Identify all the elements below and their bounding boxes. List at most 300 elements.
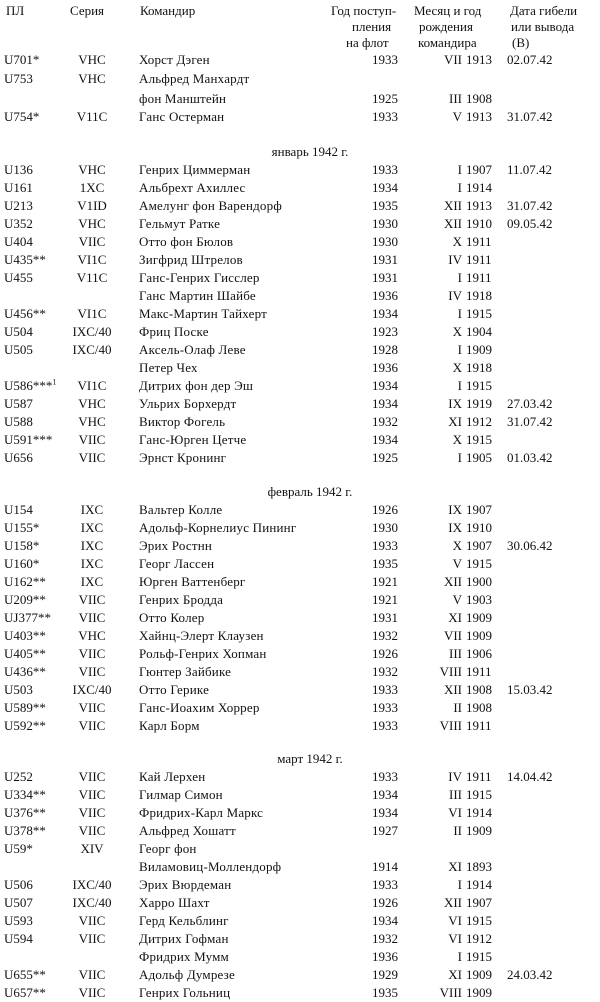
section-heading-text: март 1942 г.	[277, 751, 343, 766]
commander-cell	[139, 449, 226, 467]
series-cell	[60, 161, 124, 179]
commander-cell-text: Кай Лерхен	[139, 769, 206, 784]
submarine-cell-text: U588	[4, 414, 33, 429]
series-cell-text: VI1C	[77, 306, 107, 321]
birth-month-cell-text: I	[457, 162, 462, 177]
series-cell	[60, 70, 124, 88]
birth-year-cell	[466, 573, 492, 591]
birth-year-cell-text: 1907	[466, 895, 492, 910]
commander-cell-text: Макс-Мартин Тайхерт	[139, 306, 268, 321]
birth-year-cell-text: 1915	[466, 556, 492, 571]
series-cell-text: VHC	[78, 216, 106, 231]
birth-year-cell	[466, 269, 492, 287]
commander-cell	[139, 948, 229, 966]
birth-year-cell	[466, 90, 492, 108]
series-cell-text: IXC/40	[72, 682, 112, 697]
series-cell-text: VIIC	[78, 718, 106, 733]
series-cell	[60, 305, 124, 323]
birth-year-cell	[466, 591, 492, 609]
series-cell	[60, 537, 124, 555]
birth-month-cell-text: XI	[448, 414, 462, 429]
birth-year-cell	[466, 537, 492, 555]
table-row	[0, 840, 600, 858]
service-year-cell	[366, 413, 404, 431]
header-commander: Командир	[140, 3, 196, 18]
series-cell-text: VHC	[78, 162, 106, 177]
service-year-cell	[366, 699, 404, 717]
birth-year-cell-text: 1909	[466, 823, 492, 838]
commander-cell	[139, 786, 223, 804]
series-cell	[60, 627, 124, 645]
submarine-cell	[4, 70, 33, 88]
birth-month-cell	[410, 323, 462, 341]
series-cell	[60, 717, 124, 735]
birth-year-cell-text: 1910	[466, 216, 492, 231]
table-row	[0, 305, 600, 323]
commander-cell-text: Гельмут Ратке	[139, 216, 221, 231]
commander-cell	[139, 555, 214, 573]
birth-year-cell-text: 1914	[466, 805, 492, 820]
service-year-cell-text: 1925	[372, 450, 398, 465]
birth-year-cell	[466, 966, 492, 984]
table-row	[0, 233, 600, 251]
series-cell	[60, 894, 124, 912]
service-year-cell-text: 1921	[372, 592, 398, 607]
table-row	[0, 449, 600, 467]
service-year-cell-text: 1934	[372, 432, 398, 447]
birth-year-cell-text: 1918	[466, 360, 492, 375]
birth-month-cell	[410, 786, 462, 804]
service-year-cell-text: 1926	[372, 502, 398, 517]
commander-cell-text: Петер Чех	[139, 360, 198, 375]
submarine-cell-text: U455	[4, 270, 33, 285]
commander-cell	[139, 858, 281, 876]
submarine-cell-text: UJ377**	[4, 610, 51, 625]
series-cell-text: IXC/40	[72, 877, 112, 892]
service-year-cell-text: 1936	[372, 949, 398, 964]
submarine-cell-text: U378**	[4, 823, 46, 838]
series-cell	[60, 786, 124, 804]
loss-date-cell-text: 31.07.42	[507, 414, 553, 429]
table-row	[0, 90, 600, 108]
submarine-cell-text: U753	[4, 71, 33, 86]
service-year-cell-text: 1930	[372, 234, 398, 249]
service-year-cell-text: 1933	[372, 109, 398, 124]
birth-year-cell	[466, 609, 492, 627]
table-row	[0, 768, 600, 786]
table-row	[0, 717, 600, 735]
table-row	[0, 108, 600, 126]
commander-cell	[139, 341, 246, 359]
service-year-cell	[366, 537, 404, 555]
birth-month-cell	[410, 501, 462, 519]
birth-year-cell	[466, 645, 492, 663]
table-row	[0, 287, 600, 305]
service-year-cell	[366, 197, 404, 215]
commander-cell-text: Отто Герике	[139, 682, 210, 697]
birth-year-cell	[466, 717, 492, 735]
birth-month-cell	[410, 804, 462, 822]
birth-month-cell	[410, 948, 462, 966]
commander-cell-text: Вальтер Колле	[139, 502, 223, 517]
loss-date-cell	[507, 161, 552, 179]
commander-cell	[139, 359, 198, 377]
submarine-cell-text: U158*	[4, 538, 40, 553]
section-heading-text: январь 1942 г.	[271, 144, 349, 159]
submarine-cell-text: U154	[4, 502, 33, 517]
series-cell	[60, 197, 124, 215]
service-year-cell	[366, 768, 404, 786]
table-row	[0, 984, 600, 1002]
commander-cell	[139, 681, 209, 699]
table-row	[0, 912, 600, 930]
birth-year-cell	[466, 894, 492, 912]
service-year-cell	[366, 251, 404, 269]
loss-date-cell-text: 30.06.42	[507, 538, 553, 553]
service-year-cell	[366, 966, 404, 984]
submarine-cell	[4, 233, 33, 251]
table-row	[0, 537, 600, 555]
birth-year-cell	[466, 233, 492, 251]
service-year-cell	[366, 912, 404, 930]
commander-cell-text: Гилмар Симон	[139, 787, 223, 802]
submarine-cell	[4, 573, 46, 591]
submarine-cell-text: U59*	[4, 841, 33, 856]
series-cell	[60, 51, 124, 69]
service-year-cell	[366, 269, 404, 287]
submarine-cell	[4, 984, 46, 1002]
service-year-cell	[366, 179, 404, 197]
series-cell-text: VIIC	[78, 664, 106, 679]
submarine-cell	[4, 645, 46, 663]
birth-month-cell-text: XII	[443, 198, 462, 213]
service-year-cell-text: 1934	[372, 378, 398, 393]
series-cell	[60, 984, 124, 1002]
service-year-cell	[366, 51, 404, 69]
commander-cell	[139, 70, 249, 88]
birth-month-cell	[410, 858, 462, 876]
birth-month-cell-text: XI	[448, 610, 462, 625]
submarine-cell	[4, 627, 46, 645]
service-year-cell-text: 1933	[372, 682, 398, 697]
commander-cell	[139, 930, 229, 948]
series-cell-text: VHC	[78, 414, 106, 429]
birth-year-cell	[466, 287, 492, 305]
birth-month-cell-text: VI	[448, 931, 462, 946]
loss-date-cell-text: 14.04.42	[507, 769, 553, 784]
birth-year-cell-text: 1914	[466, 877, 492, 892]
series-cell	[60, 413, 124, 431]
birth-year-cell	[466, 555, 492, 573]
series-cell	[60, 233, 124, 251]
birth-month-cell	[410, 591, 462, 609]
birth-year-cell	[466, 377, 492, 395]
commander-cell	[139, 215, 220, 233]
birth-year-cell-text: 1911	[466, 270, 492, 285]
commander-cell-text: Георг Лассен	[139, 556, 215, 571]
birth-month-cell	[410, 197, 462, 215]
commander-cell	[139, 519, 296, 537]
submarine-cell-text: U591***	[4, 432, 53, 447]
birth-year-cell	[466, 215, 492, 233]
birth-year-cell	[466, 431, 492, 449]
birth-month-cell	[410, 449, 462, 467]
commander-cell-text: Адольф-Корнелиус Пининг	[139, 520, 297, 535]
service-year-cell	[366, 395, 404, 413]
commander-cell	[139, 537, 212, 555]
service-year-cell-text: 1930	[372, 520, 398, 535]
service-year-cell-text: 1928	[372, 342, 398, 357]
table-row	[0, 573, 600, 591]
service-year-cell-text: 1914	[372, 859, 398, 874]
series-cell-text: VIIC	[78, 967, 106, 982]
service-year-cell	[366, 501, 404, 519]
submarine-cell	[4, 179, 33, 197]
series-cell-text: VIIC	[78, 931, 106, 946]
table-row	[0, 70, 600, 88]
birth-month-cell-text: I	[457, 342, 462, 357]
birth-month-cell-text: I	[457, 270, 462, 285]
commander-cell-text: Ганс-Генрих Гисслер	[139, 270, 260, 285]
series-cell	[60, 395, 124, 413]
submarine-cell-text: U504	[4, 324, 33, 339]
submarine-cell	[4, 555, 39, 573]
commander-cell	[139, 269, 260, 287]
service-year-cell-text: 1930	[372, 216, 398, 231]
submarine-cell	[4, 930, 33, 948]
commander-cell	[139, 305, 267, 323]
header-year-line3: на флот	[346, 35, 389, 50]
birth-year-cell	[466, 51, 492, 69]
commander-cell-text: Альфред Манхардт	[139, 71, 250, 86]
birth-year-cell	[466, 984, 492, 1002]
birth-month-cell	[410, 431, 462, 449]
series-cell-text: V11C	[76, 109, 108, 124]
submarine-cell-text: U352	[4, 216, 33, 231]
table-row	[0, 858, 600, 876]
service-year-cell-text: 1936	[372, 288, 398, 303]
series-cell-text: V1ID	[77, 198, 107, 213]
commander-cell-text: Зигфрид Штрелов	[139, 252, 243, 267]
service-year-cell-text: 1933	[372, 769, 398, 784]
header-date-line1: Дата гибели	[510, 3, 578, 18]
birth-year-cell	[466, 681, 492, 699]
series-cell	[60, 681, 124, 699]
birth-month-cell-text: IV	[448, 252, 462, 267]
service-year-cell-text: 1926	[372, 895, 398, 910]
submarine-cell	[4, 804, 46, 822]
submarine-cell	[4, 215, 33, 233]
birth-month-cell	[410, 876, 462, 894]
series-cell-text: VHC	[78, 71, 106, 86]
submarine-cell-text: U503	[4, 682, 33, 697]
birth-year-cell-text: 1907	[466, 502, 492, 517]
birth-year-cell-text: 1913	[466, 198, 492, 213]
series-cell	[60, 555, 124, 573]
birth-year-cell-text: 1911	[466, 718, 492, 733]
loss-date-cell-text: 27.03.42	[507, 396, 553, 411]
birth-year-cell-text: 1915	[466, 949, 492, 964]
loss-date-cell	[507, 449, 553, 467]
submarine-cell	[4, 413, 33, 431]
commander-cell-text: Виктор Фогель	[139, 414, 226, 429]
header-year-line1: Год поступ-	[331, 3, 397, 18]
birth-year-cell	[466, 876, 492, 894]
submarine-cell	[4, 786, 46, 804]
series-cell	[60, 645, 124, 663]
birth-year-cell-text: 1912	[466, 414, 492, 429]
service-year-cell	[366, 287, 404, 305]
service-year-cell	[366, 341, 404, 359]
submarine-cell	[4, 197, 33, 215]
table-row	[0, 501, 600, 519]
birth-year-cell	[466, 305, 492, 323]
service-year-cell	[366, 876, 404, 894]
birth-year-cell-text: 1915	[466, 787, 492, 802]
table-row	[0, 197, 600, 215]
birth-year-cell-text: 1911	[466, 252, 492, 267]
submarine-cell	[4, 501, 33, 519]
submarine-cell	[4, 876, 33, 894]
birth-year-cell-text: 1905	[466, 450, 492, 465]
commander-cell	[139, 501, 222, 519]
service-year-cell-text: 1935	[372, 556, 398, 571]
table-row	[0, 519, 600, 537]
series-cell-text: VHC	[78, 396, 106, 411]
service-year-cell	[366, 609, 404, 627]
series-cell	[60, 876, 124, 894]
commander-cell-text: Альфред Хошатт	[139, 823, 236, 838]
birth-month-cell	[410, 305, 462, 323]
table-row	[0, 681, 600, 699]
birth-year-cell-text: 1911	[466, 664, 492, 679]
table-row	[0, 663, 600, 681]
birth-month-cell-text: I	[457, 180, 462, 195]
birth-month-cell	[410, 966, 462, 984]
submarine-cell-text: U209**	[4, 592, 46, 607]
commander-cell	[139, 627, 264, 645]
birth-month-cell	[410, 359, 462, 377]
series-cell-text: VIIC	[78, 610, 106, 625]
submarine-cell-text: U594	[4, 931, 33, 946]
commander-cell-text: Фридрих-Карл Маркс	[139, 805, 264, 820]
service-year-cell	[366, 681, 404, 699]
series-cell	[60, 251, 124, 269]
commander-cell-text: Дитрих фон дер Эш	[139, 378, 254, 393]
submarine-cell-text: U436**	[4, 664, 46, 679]
birth-year-cell	[466, 161, 492, 179]
birth-year-cell-text: 1918	[466, 288, 492, 303]
submarine-cell	[4, 377, 56, 395]
birth-month-cell	[410, 179, 462, 197]
commander-cell	[139, 912, 229, 930]
loss-date-cell	[507, 768, 553, 786]
commander-cell-text: Фридрих Мумм	[139, 949, 229, 964]
birth-month-cell	[410, 699, 462, 717]
birth-year-cell-text: 1910	[466, 520, 492, 535]
birth-month-cell-text: IX	[448, 502, 462, 517]
submarine-cell	[4, 822, 46, 840]
series-cell-text: XIV	[80, 841, 104, 856]
birth-year-cell-text: 1913	[466, 52, 492, 67]
birth-month-cell	[410, 161, 462, 179]
service-year-cell	[366, 519, 404, 537]
table-row	[0, 609, 600, 627]
loss-date-cell-text: 09.05.42	[507, 216, 553, 231]
table-row	[0, 804, 600, 822]
table-row	[0, 894, 600, 912]
loss-date-cell-text: 31.07.42	[507, 109, 553, 124]
birth-year-cell	[466, 108, 492, 126]
service-year-cell-text: 1933	[372, 538, 398, 553]
loss-date-cell	[507, 966, 553, 984]
service-year-cell	[366, 305, 404, 323]
series-cell	[60, 501, 124, 519]
header-year-line2: пления	[352, 19, 392, 34]
commander-cell-text: Эрих Ростнн	[139, 538, 213, 553]
birth-year-cell-text: 1915	[466, 306, 492, 321]
commander-cell-text: фон Манштейн	[139, 91, 227, 106]
table-row	[0, 51, 600, 69]
birth-year-cell	[466, 197, 492, 215]
commander-cell	[139, 840, 197, 858]
commander-cell	[139, 108, 224, 126]
birth-month-cell-text: III	[449, 91, 462, 106]
service-year-cell	[366, 804, 404, 822]
birth-year-cell	[466, 341, 492, 359]
loss-date-cell-text: 02.07.42	[507, 52, 553, 67]
series-cell-text: IXC	[80, 538, 104, 553]
birth-month-cell	[410, 233, 462, 251]
series-cell-text: VIIC	[78, 234, 106, 249]
birth-month-cell	[410, 377, 462, 395]
submarine-cell	[4, 966, 46, 984]
series-cell	[60, 377, 124, 395]
submarine-cell-text: U507	[4, 895, 33, 910]
commander-cell	[139, 645, 267, 663]
submarine-cell	[4, 251, 46, 269]
footnote-marker: 1	[52, 377, 57, 387]
commander-cell	[139, 197, 282, 215]
commander-cell	[139, 804, 263, 822]
submarine-cell	[4, 269, 33, 287]
submarine-cell	[4, 912, 33, 930]
commander-cell	[139, 573, 245, 591]
table-row	[0, 179, 600, 197]
table-row	[0, 930, 600, 948]
birth-month-cell	[410, 984, 462, 1002]
service-year-cell-text: 1925	[372, 91, 398, 106]
header-birth-line3: командира	[418, 35, 477, 50]
series-cell	[60, 840, 124, 858]
birth-month-cell	[410, 519, 462, 537]
commander-cell-text: Ганс Мартин Шайбе	[139, 288, 256, 303]
birth-month-cell	[410, 609, 462, 627]
series-cell	[60, 699, 124, 717]
submarine-cell-text: U593	[4, 913, 33, 928]
service-year-cell	[366, 948, 404, 966]
birth-month-cell	[410, 912, 462, 930]
series-cell-text: VIIC	[78, 769, 106, 784]
table-row	[0, 377, 600, 395]
birth-year-cell	[466, 395, 492, 413]
loss-date-cell-text: 15.03.42	[507, 682, 553, 697]
commander-cell	[139, 251, 243, 269]
commander-cell-text: Рольф-Генрих Хопман	[139, 646, 267, 661]
service-year-cell-text: 1934	[372, 306, 398, 321]
series-cell	[60, 591, 124, 609]
submarine-cell-text: U655**	[4, 967, 46, 982]
